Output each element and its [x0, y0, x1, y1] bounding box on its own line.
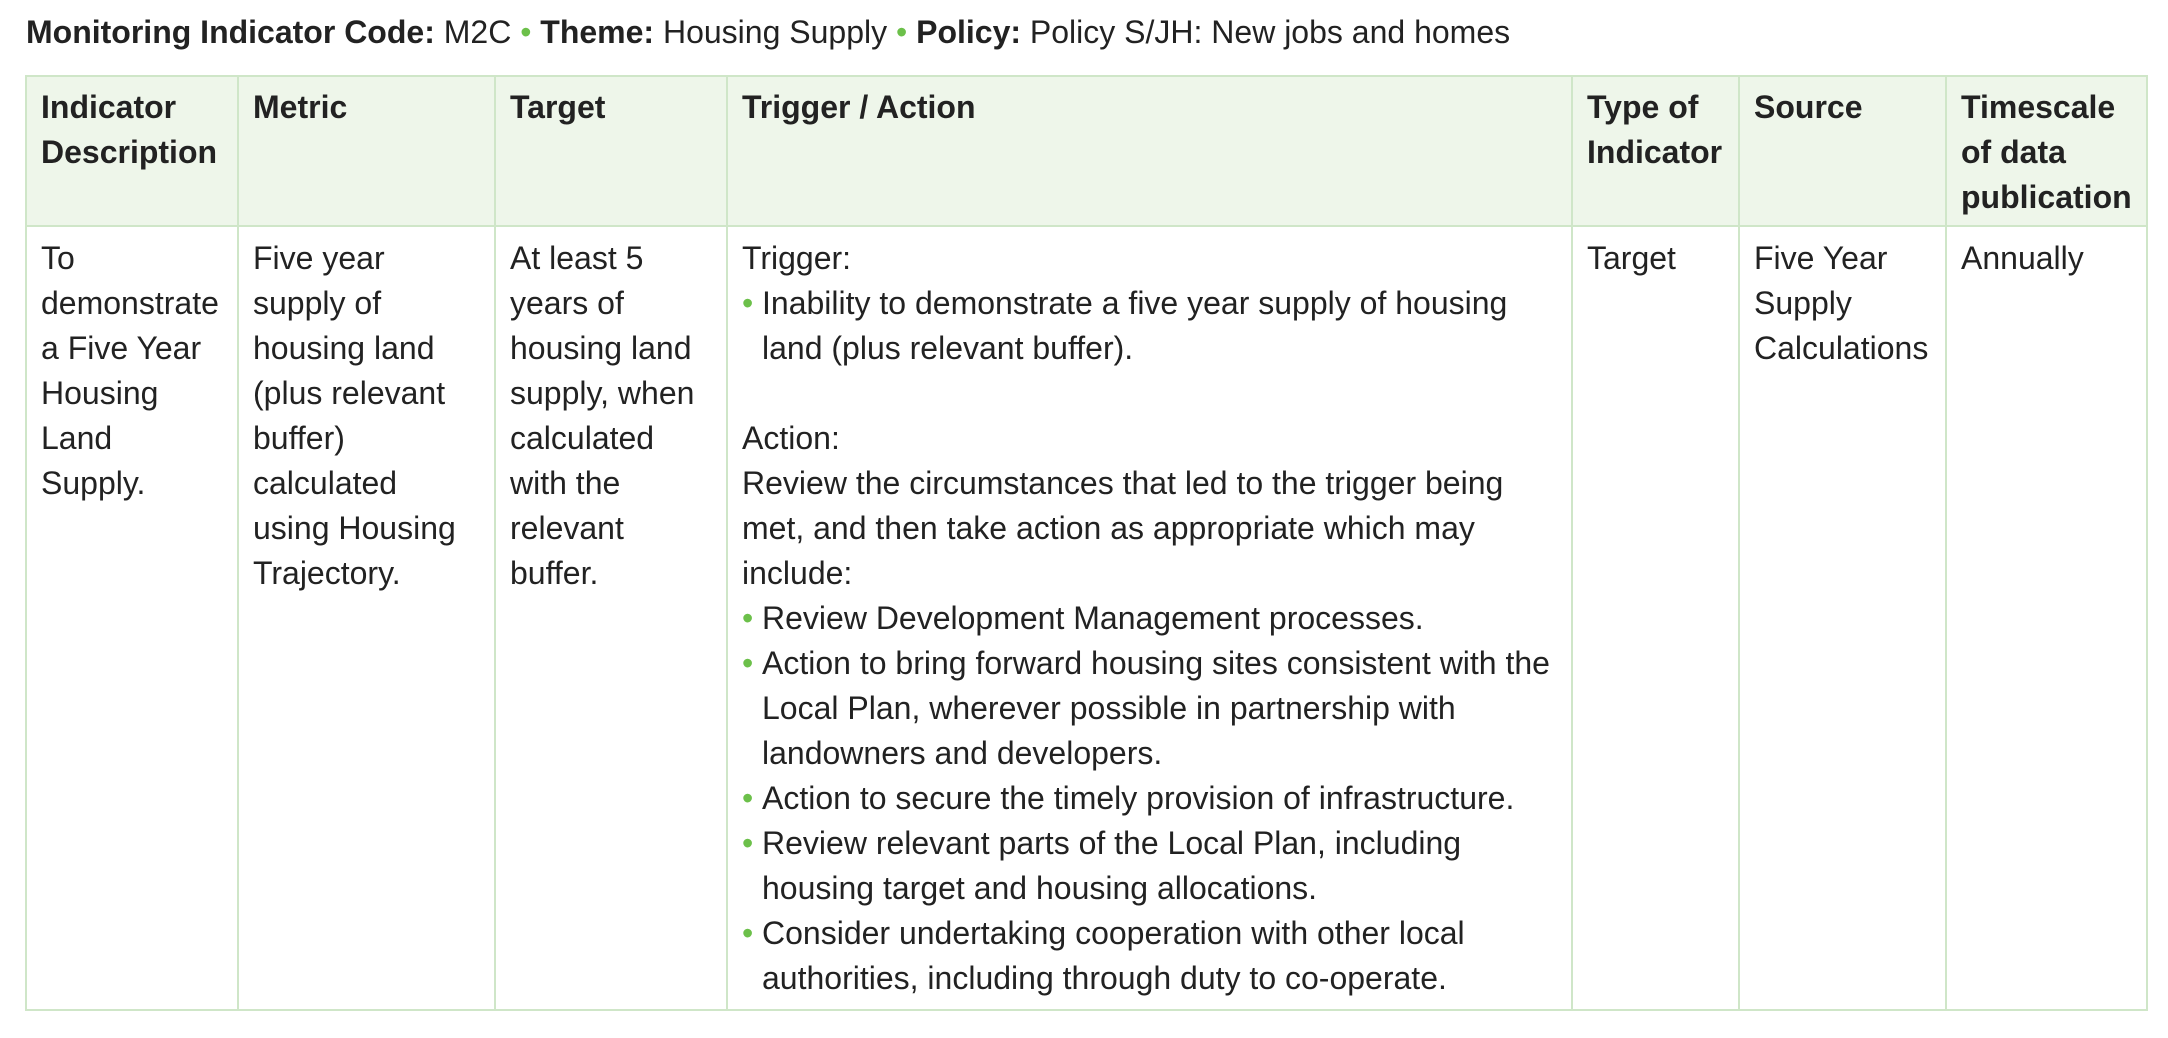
action-list [742, 596, 1557, 1001]
trigger-list [742, 281, 1557, 371]
action-bullet: • Action to secure the timely provision of infrastructure. [742, 776, 1557, 821]
policy-label: Policy: [916, 14, 1022, 50]
theme-value: Housing Supply [662, 14, 888, 50]
cell-trigger-action [727, 226, 1572, 1010]
cell-timescale: Annually [1946, 226, 2147, 1010]
table-header-row [26, 76, 2147, 226]
column-header-type-of-indicator: Type of Indicator [1572, 76, 1739, 226]
policy-value: Policy S/JH: New jobs and homes [1029, 14, 1511, 50]
trigger-label: Trigger: [742, 240, 852, 276]
column-header-source: Source [1739, 76, 1946, 226]
column-header-trigger-action: Trigger / Action [727, 76, 1572, 226]
separator-dot: • [896, 14, 908, 50]
cell-target: At least 5 years of housing land supply, when calculated with the relevant buffer. [495, 226, 727, 1010]
code-label: Monitoring Indicator Code: [26, 14, 435, 50]
column-header-target: Target [495, 76, 727, 226]
column-header-metric: Metric [238, 76, 495, 226]
action-bullet: • Review Development Management processes. [742, 596, 1557, 641]
indicator-header [26, 10, 1510, 54]
action-bullet: • Review relevant parts of the Local Plan, including housing target and housing allocations. [742, 821, 1557, 911]
column-header-indicator-description: Indicator Description [26, 76, 238, 226]
column-header-timescale: Timescale of data publication [1946, 76, 2147, 226]
cell-indicator-description: To demonstrate a Five Year Housing Land Supply. [26, 226, 238, 1010]
cell-metric: Five year supply of housing land (plus relevant buffer) calculated using Housing Trajectory. [238, 226, 495, 1010]
separator-dot: • [520, 14, 532, 50]
code-value: M2C [443, 14, 512, 50]
cell-type-of-indicator: Target [1572, 226, 1739, 1010]
section-spacer [742, 371, 1557, 416]
action-intro: Review the circumstances that led to the trigger being met, and then take action as appropriate which may include: [742, 465, 1504, 591]
theme-label: Theme: [540, 14, 655, 50]
trigger-bullet: • Inability to demonstrate a five year supply of housing land (plus relevant buffer). [742, 281, 1557, 371]
action-bullet: • Consider undertaking cooperation with other local authorities, including through duty to co-operate. [742, 911, 1557, 1001]
table-row [26, 226, 2147, 1010]
cell-source: Five Year Supply Calculations [1739, 226, 1946, 1010]
action-bullet: • Action to bring forward housing sites consistent with the Local Plan, wherever possible in partnership with landowners and developers. [742, 641, 1557, 776]
action-label: Action: [742, 420, 840, 456]
monitoring-table [25, 75, 2148, 1011]
